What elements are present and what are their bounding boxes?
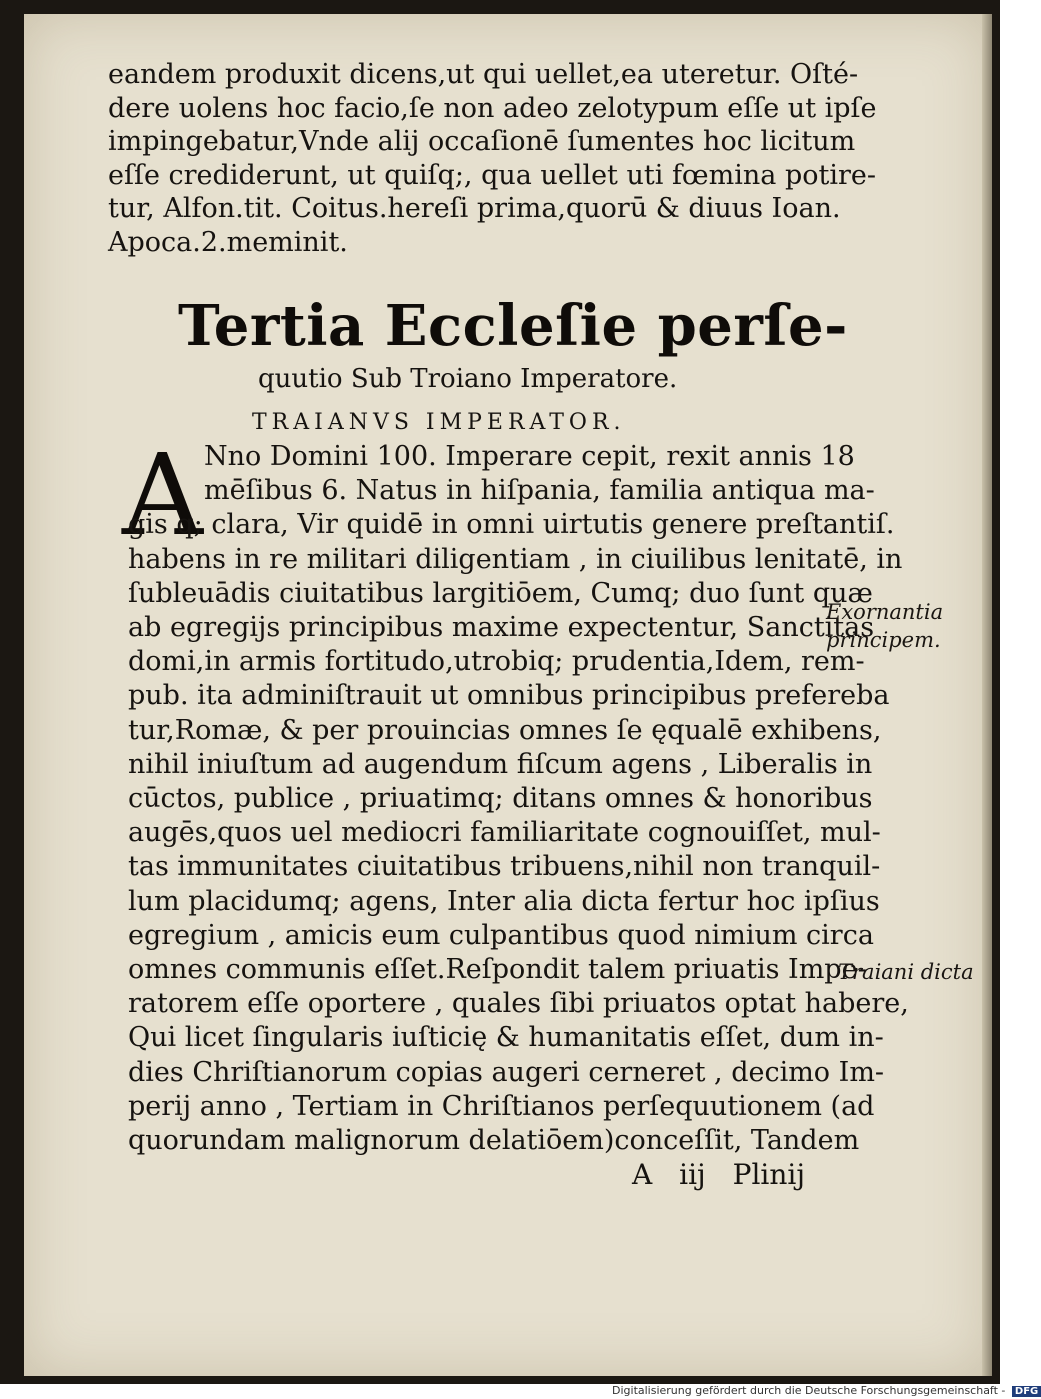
text-line: tur, Alfon.tit. Coitus.hereſi prima,quorū & diuus Ioan. (108, 193, 841, 225)
text-line: nihil iniuſtum ad augendum fiſcum agens , Liberalis in (128, 748, 873, 780)
section-title: TRAIANVS IMPERATOR. (252, 410, 626, 435)
text-line: pub. ita adminiſtrauit ut omnibus principibus prefereba (128, 680, 890, 712)
text-line: lum placidumq; agens, Inter alia dicta fertur hoc ipſius (128, 885, 880, 917)
text-line: cūctos, publice , priuatimq; ditans omnes & honoribus (128, 783, 873, 815)
marginal-note-line: Traiani dicta (838, 960, 974, 984)
text-line: augēs,quos uel mediocri familiaritate cognouiſſet, mul‑ (128, 817, 881, 849)
dfg-logo: DFG (1012, 1386, 1041, 1397)
text-line: habens in re militari diligentiam , in ciuilibus lenitatē, in (128, 543, 903, 575)
text-line: tur,Romæ, & per prouincias omnes ſe ęqualē exhibens, (128, 714, 882, 746)
top-paragraph (108, 58, 877, 260)
text-line: ſubleuādis ciuitatibus largitiōem, Cumq; duo ſunt quæ (128, 577, 873, 609)
text-line: Nno Domini 100. Imperare cepit, rexit annis 18 (204, 441, 855, 472)
marginal-note-line: principem. (826, 628, 941, 652)
signature-catchword: A iij Plinij (632, 1158, 806, 1191)
credit-text: Digitalisierung gefördert durch die Deutsche Forschungsgemeinschaft - (612, 1384, 1006, 1397)
chapter-heading: Tertia Eccleſie perſe‑ (178, 293, 848, 359)
text-line: Qui licet ſingularis iuſticię & humanitatis eſſet, dum in‑ (128, 1022, 884, 1054)
text-line: impingebatur,Vnde alij occaſionē ſumentes hoc licitum (108, 126, 856, 158)
text-line: perij anno , Tertiam in Chriſtianos perſequutionem (ad (128, 1090, 875, 1122)
marginal-note-line: Exornantia (826, 600, 944, 624)
text-line: mēſibus 6. Natus in hiſpania, familia antiqua ma‑ (204, 475, 875, 507)
text-line: ab egregijs principibus maxime expectentur, Sanctitas (128, 612, 875, 644)
digitization-credit (612, 1384, 1041, 1397)
text-line: eſſe crediderunt, ut quiſq;, qua uellet uti fœmina potire‑ (108, 159, 876, 191)
text-line: domi,in armis fortitudo,utrobiq; prudentia,Idem, rem‑ (128, 646, 865, 678)
text-line: ratorem eſſe oportere , quales ſibi priuatos optat habere, (128, 988, 909, 1020)
text-line: omnes communis eſſet.Reſpondit talem priuatis Impe‑ (128, 954, 867, 986)
text-line: Apoca.2.meminit. (108, 226, 348, 258)
text-line: dies Chriſtianorum copias augeri cerneret , decimo Im‑ (128, 1056, 885, 1088)
drop-cap: A (122, 431, 203, 561)
marginal-note (838, 958, 974, 986)
marginal-note (826, 598, 943, 654)
text-line: quorundam malignorum delatiōem)conceſſit, Tandem (128, 1125, 860, 1157)
page-edge (982, 14, 992, 1376)
text-line: dere uolens hoc facio,ſe non adeo zelotypum eſſe ut ipſe (108, 92, 877, 124)
text-line: gis q; clara, Vir quidē in omni uirtutis genere preſtantiſ. (128, 509, 895, 541)
text-line: tas immunitates ciuitatibus tribuens,nihil non tranquil‑ (128, 851, 881, 883)
chapter-subheading: quutio Sub Troiano Imperatore. (258, 364, 678, 394)
text-line: eandem produxit dicens,ut qui uellet,ea uteretur. Oſté‑ (108, 59, 859, 90)
text-line: egregium , amicis eum culpantibus quod nimium circa (128, 919, 874, 951)
